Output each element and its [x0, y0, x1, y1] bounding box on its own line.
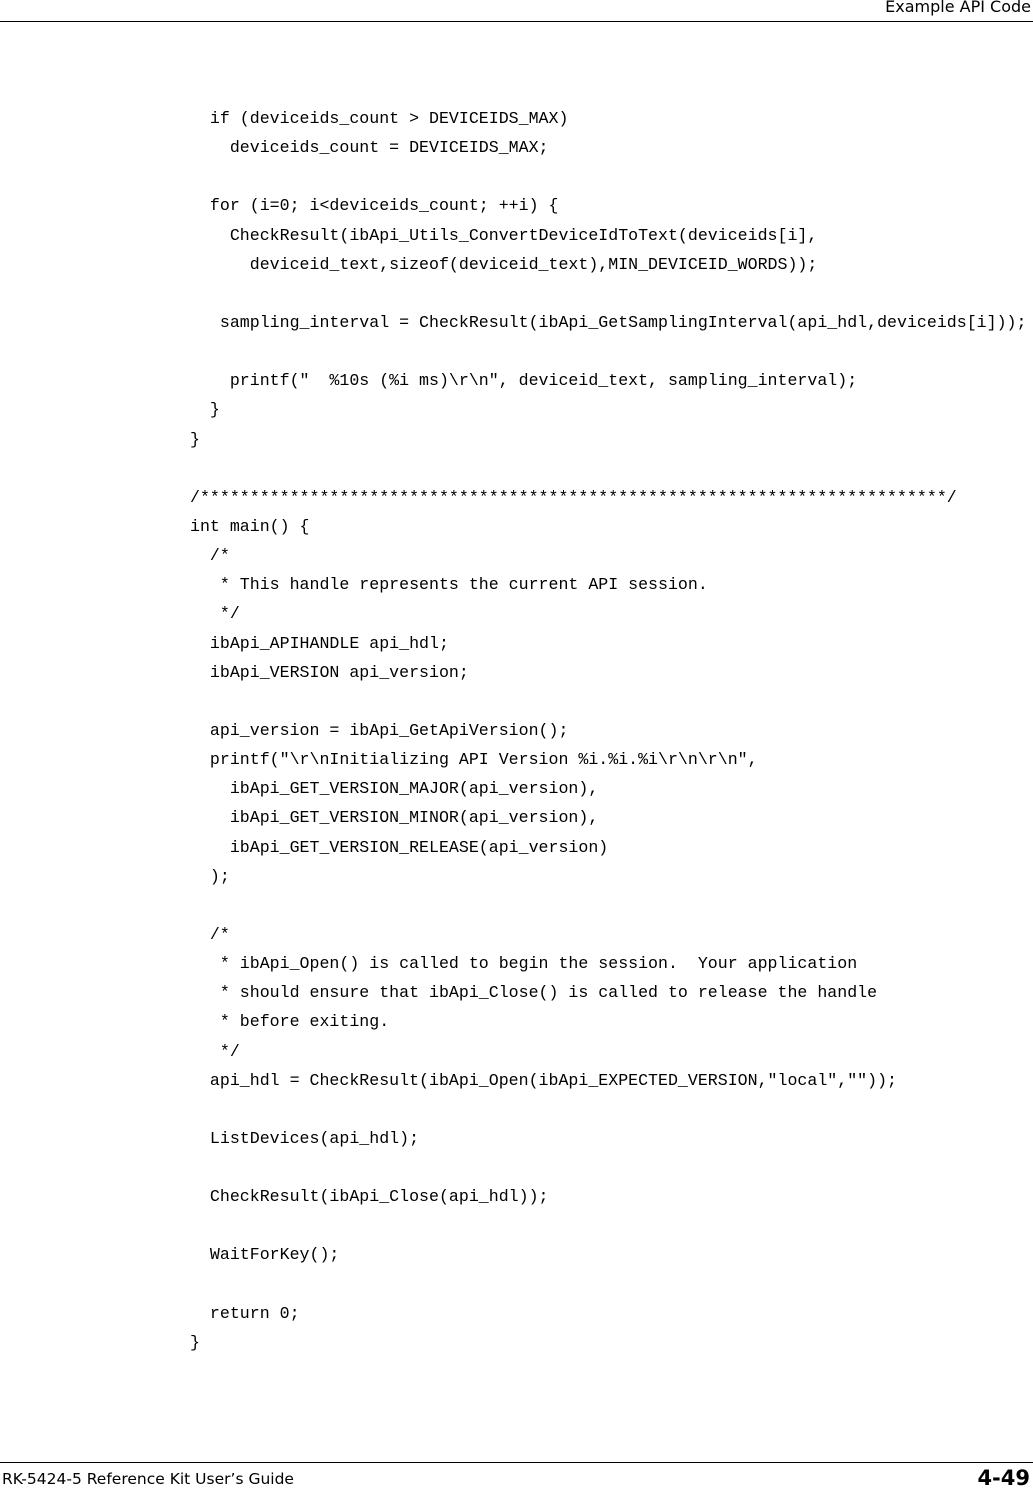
- code-line: [190, 1153, 1026, 1182]
- code-line: ibApi_GET_VERSION_RELEASE(api_version): [190, 837, 609, 857]
- code-line: /*: [190, 924, 230, 944]
- guide-title: RK-5424-5 Reference Kit User’s Guide: [2, 1470, 294, 1488]
- code-line: [190, 891, 1026, 920]
- code-line: int main() {: [190, 516, 310, 536]
- header-title: Example API Code: [885, 0, 1031, 16]
- page-header: [0, 0, 1033, 22]
- code-line: printf(" %10s (%i ms)\r\n", deviceid_text, sampling_interval);: [190, 371, 858, 391]
- code-line: [190, 337, 1026, 366]
- code-line: [190, 162, 1026, 191]
- code-line: return 0;: [190, 1303, 300, 1323]
- code-line: */: [190, 1041, 240, 1061]
- code-line: * should ensure that ibApi_Close() is called to release the handle: [190, 983, 878, 1003]
- code-line: api_hdl = CheckResult(ibApi_Open(ibApi_EXPECTED_VERSION,"local",""));: [190, 1070, 898, 1090]
- code-line: deviceids_count = DEVICEIDS_MAX;: [190, 138, 549, 158]
- code-line: ibApi_GET_VERSION_MINOR(api_version),: [190, 808, 599, 828]
- code-line: ListDevices(api_hdl);: [190, 1128, 420, 1148]
- code-line: sampling_interval = CheckResult(ibApi_GetSamplingInterval(api_hdl,deviceids[i]));: [190, 312, 1027, 332]
- code-line: [190, 687, 1026, 716]
- code-line: * before exiting.: [190, 1012, 390, 1032]
- code-line: CheckResult(ibApi_Close(api_hdl));: [190, 1187, 549, 1207]
- page-footer: [0, 1462, 1033, 1494]
- code-line: [190, 279, 1026, 308]
- code-line: for (i=0; i<deviceids_count; ++i) {: [190, 196, 559, 216]
- code-line: deviceid_text,sizeof(deviceid_text),MIN_DEVICEID_WORDS));: [190, 254, 818, 274]
- code-line: );: [190, 866, 230, 886]
- code-line: if (deviceids_count > DEVICEIDS_MAX): [190, 109, 569, 128]
- page-number: 4-49: [977, 1466, 1030, 1490]
- code-listing: [190, 104, 1026, 1357]
- code-line: [190, 1211, 1026, 1240]
- code-line: api_version = ibApi_GetApiVersion();: [190, 720, 569, 740]
- code-line: }: [190, 1332, 200, 1352]
- code-line: WaitForKey();: [190, 1245, 340, 1265]
- code-line: */: [190, 604, 240, 624]
- code-line: /***************************************************************************/: [190, 487, 957, 507]
- code-line: * This handle represents the current API session.: [190, 575, 708, 595]
- code-line: [190, 1095, 1026, 1124]
- code-line: [190, 1270, 1026, 1299]
- code-line: ibApi_APIHANDLE api_hdl;: [190, 633, 449, 653]
- code-line: [190, 454, 1026, 483]
- code-line: }: [190, 400, 220, 420]
- code-line: * ibApi_Open() is called to begin the session. Your application: [190, 954, 858, 974]
- code-line: /*: [190, 546, 230, 566]
- code-line: CheckResult(ibApi_Utils_ConvertDeviceIdToText(deviceids[i],: [190, 225, 818, 245]
- code-line: }: [190, 429, 200, 449]
- code-line: ibApi_GET_VERSION_MAJOR(api_version),: [190, 779, 599, 799]
- code-line: ibApi_VERSION api_version;: [190, 662, 469, 682]
- code-line: printf("\r\nInitializing API Version %i.%i.%i\r\n\r\n",: [190, 750, 758, 770]
